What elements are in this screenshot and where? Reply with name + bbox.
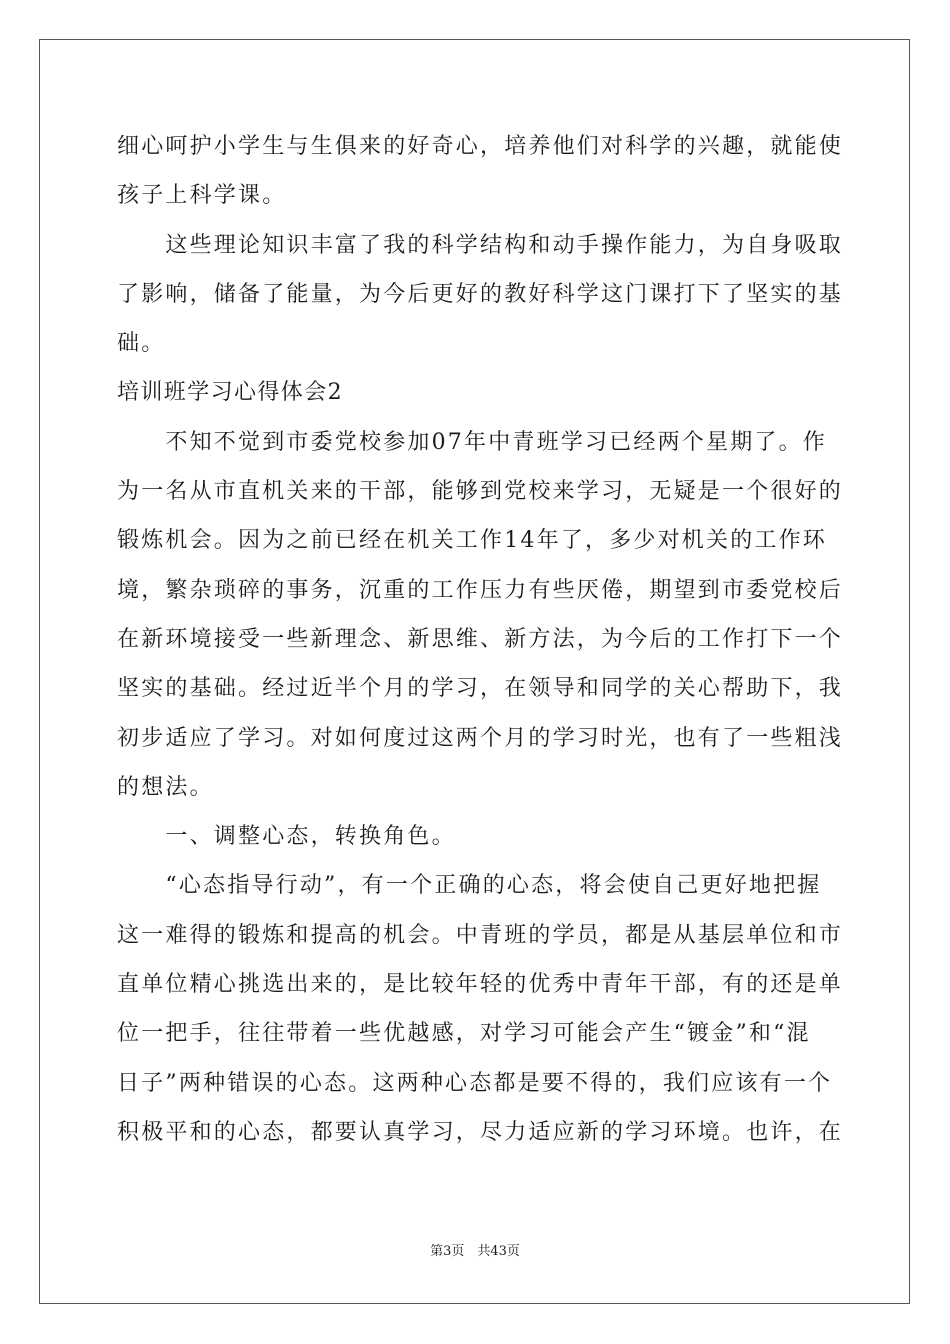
text-line: 础。: [117, 331, 166, 357]
subsection-heading: 一、调整心态，转换角色。: [117, 824, 456, 850]
text-line: 不知不觉到市委党校参加07年中青班学习已经两个星期了。作: [117, 429, 827, 455]
text-line: 直单位精心挑选出来的，是比较年轻的优秀中青年干部，有的还是单: [117, 972, 844, 998]
section-heading: 培训班学习心得体会2: [117, 380, 343, 406]
page-number-footer: 第3页 共43页: [430, 1244, 520, 1259]
text-line: 了影响，储备了能量，为今后更好的教好科学这门课打下了坚实的基: [117, 281, 844, 307]
document-body: [117, 122, 844, 1157]
text-line: 这一难得的锻炼和提高的机会。中青班的学员，都是从基层单位和市: [117, 922, 844, 948]
text-line: 位一把手，往往带着一些优越感，对学习可能会产生“镀金”和“混: [117, 1021, 811, 1047]
text-line: “心态指导行动”，有一个正确的心态，将会使自己更好地把握: [117, 873, 822, 899]
text-line: 初步适应了学习。对如何度过这两个月的学习时光，也有了一些粗浅: [117, 725, 844, 751]
text-line: 为一名从市直机关来的干部，能够到党校来学习，无疑是一个很好的: [117, 479, 844, 505]
text-line: 在新环境接受一些新理念、新思维、新方法，为今后的工作打下一个: [117, 626, 844, 652]
text-line: 境，繁杂琐碎的事务，沉重的工作压力有些厌倦，期望到市委党校后: [117, 577, 844, 603]
text-line: 这些理论知识丰富了我的科学结构和动手操作能力，为自身吸取: [117, 232, 844, 258]
text-line: 的想法。: [117, 774, 214, 800]
text-line: 锻炼机会。因为之前已经在机关工作14年了，多少对机关的工作环: [117, 528, 827, 554]
text-line: 日子”两种错误的心态。这两种心态都是要不得的，我们应该有一个: [117, 1070, 833, 1096]
text-line: 积极平和的心态，都要认真学习，尽力适应新的学习环境。也许，在: [117, 1119, 844, 1145]
text-line: 孩子上科学课。: [117, 183, 287, 209]
text-line: 细心呵护小学生与生俱来的好奇心，培养他们对科学的兴趣，就能使: [117, 134, 844, 159]
text-line: 坚实的基础。经过近半个月的学习，在领导和同学的关心帮助下，我: [117, 676, 844, 702]
